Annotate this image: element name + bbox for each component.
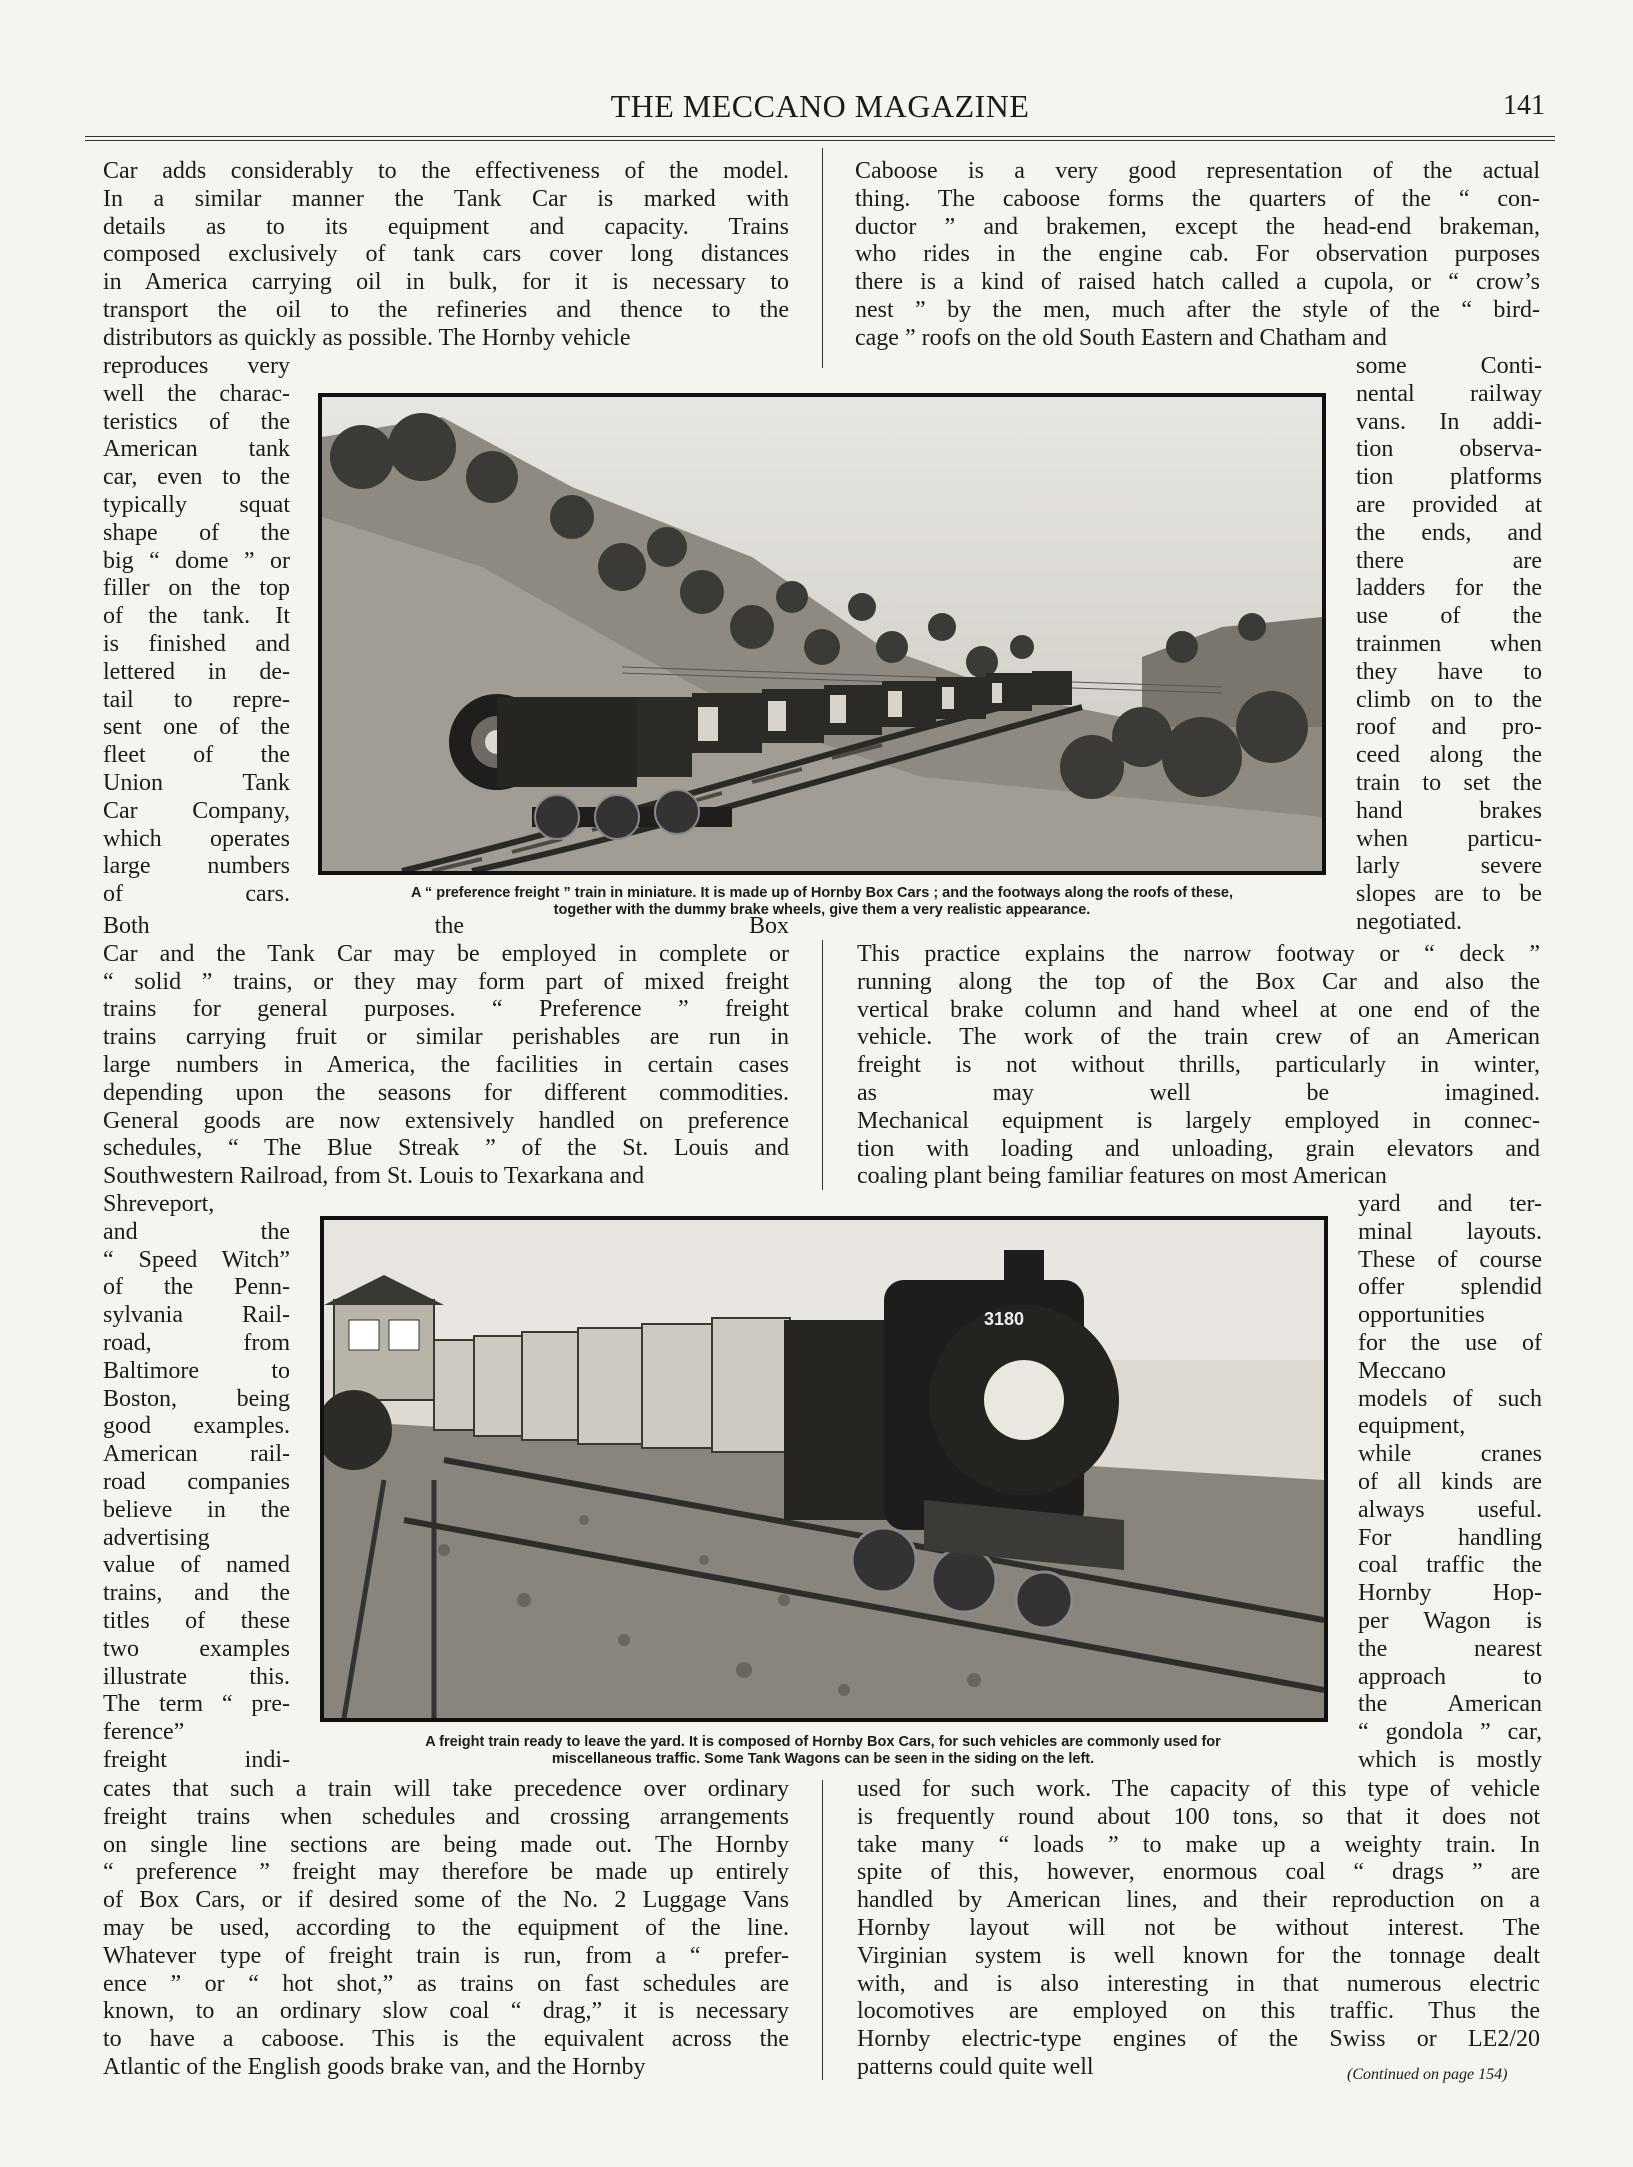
text-line: some Conti-: [1356, 353, 1542, 379]
column-divider-top: [822, 148, 823, 368]
text-line: advertising: [103, 1524, 210, 1551]
text-line: For handling: [1358, 1524, 1542, 1551]
text-line: there is a kind of raised hatch called a cupola, or “ crow’s: [855, 269, 1540, 296]
text-line: cates that such a train will take precedence over ordinary: [103, 1776, 789, 1802]
text-line: cage ” roofs on the old South Eastern and Chatham and: [855, 324, 1387, 351]
text-line: take many “ loads ” to make up a weighty train. In: [857, 1831, 1540, 1858]
text-line: value of named: [103, 1552, 290, 1579]
text-line: American rail-: [103, 1441, 290, 1468]
text-line: and the: [103, 1218, 290, 1245]
text-line: they have to: [1356, 658, 1542, 685]
text-line: Virginian system is well known for the tonnage dealt: [857, 1942, 1540, 1969]
photo-landscape-image: [322, 397, 1322, 871]
text-line: may be used, according to the equipment of the line.: [103, 1914, 789, 1941]
photo-preference-freight: [318, 393, 1326, 875]
text-line: known, to an ordinary slow coal “ drag,” it is necessary: [103, 1998, 789, 2025]
text-line: In a similar manner the Tank Car is marked with: [103, 185, 789, 212]
text-line: slopes are to be: [1356, 881, 1542, 908]
text-line: Hornby Hop-: [1358, 1580, 1542, 1607]
text-line: vertical brake column and hand wheel at one end of the: [857, 996, 1540, 1023]
text-line: well the charac-: [103, 380, 290, 407]
text-line: “ Speed Witch”: [103, 1246, 290, 1273]
text-line: shape of the: [103, 519, 290, 546]
right-bottom-text: [857, 1776, 1540, 2082]
text-line: Boston, being: [103, 1385, 290, 1412]
text-line: sent one of the: [103, 714, 290, 741]
text-line: the ends, and: [1356, 519, 1542, 546]
continued-note: (Continued on page 154): [1347, 2066, 1508, 2083]
text-line: tion with loading and unloading, grain elevators and: [857, 1135, 1540, 1162]
text-line: on single line sections are being made out. The Hornby: [103, 1831, 789, 1858]
text-line: composed exclusively of tank cars cover long distances: [103, 241, 789, 268]
header-rule-2: [85, 140, 1555, 141]
text-line: train to set the: [1356, 769, 1542, 796]
page-number: 141: [1503, 90, 1545, 121]
text-line: teristics of the: [103, 408, 290, 435]
text-line: yard and ter-: [1358, 1191, 1542, 1217]
text-line: opportunities: [1358, 1302, 1485, 1329]
text-line: ladders for the: [1356, 575, 1542, 602]
text-line: of the Penn-: [103, 1274, 290, 1301]
text-line: per Wagon is: [1358, 1607, 1542, 1634]
text-line: hand brakes: [1356, 797, 1542, 824]
text-line: ceed along the: [1356, 742, 1542, 769]
right-top-text: [855, 158, 1540, 353]
text-line: two examples: [103, 1635, 290, 1662]
text-line: Atlantic of the English goods brake van, and the Hornby: [103, 2053, 646, 2080]
text-line: This practice explains the narrow footway or “ deck ”: [857, 941, 1540, 967]
text-line: spite of this, however, enormous coal “ drags ” are: [857, 1859, 1540, 1886]
text-line: Mechanical equipment is largely employed in connec-: [857, 1107, 1540, 1134]
text-line: locomotives are employed on this traffic. Thus the: [857, 1998, 1540, 2025]
text-line: Shreveport,: [103, 1191, 215, 1217]
text-line: titles of these: [103, 1607, 290, 1634]
text-line: American tank: [103, 436, 290, 463]
text-line: lettered in de-: [103, 658, 290, 685]
text-line: is finished and: [103, 630, 290, 657]
text-line: of Box Cars, or if desired some of the No. 2 Luggage Vans: [103, 1887, 789, 1914]
text-line: These of course: [1358, 1246, 1542, 1273]
text-line: big “ dome ” or: [103, 547, 290, 574]
text-line: vans. In addi-: [1356, 408, 1542, 435]
text-line: to have a caboose. This is the equivalent across the: [103, 2026, 789, 2053]
text-line: with, and is also interesting in that numerous electric: [857, 1970, 1540, 1997]
text-line: trains carrying fruit or similar perishables are run in: [103, 1024, 789, 1051]
text-line: as may well be imagined.: [857, 1079, 1540, 1106]
text-line: distributors as quickly as possible. The Hornby vehicle: [103, 324, 631, 351]
text-line: of the tank. It: [103, 603, 290, 630]
text-line: “ preference ” freight may therefore be made up entirely: [103, 1859, 789, 1886]
text-line: Hornby electric-type engines of the Swiss or LE2/20: [857, 2026, 1540, 2053]
text-line: are provided at: [1356, 491, 1542, 518]
text-line: used for such work. The capacity of this type of vehicle: [857, 1776, 1540, 1802]
text-line: roof and pro-: [1356, 714, 1542, 741]
text-line: Southwestern Railroad, from St. Louis to Texarkana and: [103, 1163, 645, 1190]
text-line: Hornby layout will not be without interest. The: [857, 1914, 1540, 1941]
column-divider-middle: [822, 940, 823, 1190]
photo-train-image: [324, 1220, 1324, 1718]
text-line: Car and the Tank Car may be employed in complete or: [103, 940, 789, 967]
text-line: coal traffic the: [1358, 1552, 1542, 1579]
text-line: coaling plant being familiar features on most American: [857, 1163, 1387, 1190]
left-narrow-text-2: [103, 1191, 290, 1775]
text-line: large numbers: [103, 853, 290, 880]
header-rule: [85, 136, 1555, 137]
text-line: Both the Box: [103, 913, 789, 939]
column-divider-bottom: [822, 1780, 823, 2080]
page-header: [85, 80, 1555, 132]
text-line: vehicle. The work of the train crew of an American: [857, 1024, 1540, 1051]
text-line: good examples.: [103, 1413, 290, 1440]
text-line: thing. The caboose forms the quarters of the “ con-: [855, 185, 1540, 212]
text-line: the American: [1358, 1691, 1542, 1718]
text-line: filler on the top: [103, 575, 290, 602]
text-line: large numbers in America, the facilities in certain cases: [103, 1051, 789, 1078]
text-line: Baltimore to: [103, 1357, 290, 1384]
text-line: equipment,: [1358, 1413, 1466, 1440]
photo2-caption-line1: A freight train ready to leave the yard. It is composed of Hornby Box Cars, for such vehicles are commonly used for: [425, 1734, 1221, 1750]
text-line: which operates: [103, 825, 290, 852]
text-line: trains, and the: [103, 1580, 290, 1607]
left-top-text: [103, 158, 789, 353]
right-narrow-text-1: [1356, 353, 1542, 937]
text-line: Meccano: [1358, 1357, 1446, 1384]
right-middle-text: [857, 941, 1540, 1191]
text-line: Whatever type of freight train is run, from a “ prefer-: [103, 1942, 789, 1969]
text-line: depending upon the seasons for different commodities.: [103, 1079, 789, 1106]
photo-freight-yard: [320, 1216, 1328, 1722]
text-line: larly severe: [1356, 853, 1542, 880]
text-line: ductor ” and brakemen, except the head-end brakeman,: [855, 213, 1540, 240]
text-line: for the use of: [1358, 1329, 1542, 1356]
text-line: Car Company,: [103, 797, 290, 824]
text-line: nental railway: [1356, 380, 1542, 407]
text-line: fleet of the: [103, 742, 290, 769]
text-line: transport the oil to the refineries and thence to the: [103, 296, 789, 323]
text-line: tion platforms: [1356, 464, 1542, 491]
text-line: details as to its equipment and capacity. Trains: [103, 213, 789, 240]
text-line: models of such: [1358, 1385, 1542, 1412]
right-narrow-text-2: [1358, 1191, 1542, 1775]
engine-number: 3180: [984, 1309, 1025, 1329]
text-line: when particu-: [1356, 825, 1542, 852]
text-line: in America carrying oil in bulk, for it is necessary to: [103, 269, 789, 296]
text-line: there are: [1356, 547, 1542, 574]
text-line: is frequently round about 100 tons, so that it does not: [857, 1803, 1540, 1830]
text-line: car, even to the: [103, 464, 290, 491]
text-line: while cranes: [1358, 1441, 1542, 1468]
left-bottom-text: [103, 1776, 789, 2082]
text-line: freight trains when schedules and crossing arrangements: [103, 1803, 789, 1830]
text-line: which is mostly: [1358, 1746, 1542, 1773]
text-line: reproduces very: [103, 353, 290, 379]
text-line: ence ” or “ hot shot,” as trains on fast schedules are: [103, 1970, 789, 1997]
text-line: who rides in the engine cab. For observation purposes: [855, 241, 1540, 268]
text-line: tail to repre-: [103, 686, 290, 713]
text-line: Car adds considerably to the effectiveness of the model.: [103, 158, 789, 184]
text-line: freight is not without thrills, particularly in winter,: [857, 1052, 1540, 1079]
text-line: patterns could quite well: [857, 2053, 1094, 2080]
text-line: handled by American lines, and their reproduction on a: [857, 1887, 1540, 1914]
text-line: negotiated.: [1356, 908, 1462, 935]
text-line: tion observa-: [1356, 436, 1542, 463]
text-line: trainmen when: [1356, 630, 1542, 657]
text-line: climb on to the: [1356, 686, 1542, 713]
text-line: ference”: [103, 1719, 185, 1746]
text-line: the nearest: [1358, 1635, 1542, 1662]
text-line: “ solid ” trains, or they may form part of mixed freight: [103, 968, 789, 995]
text-line: believe in the: [103, 1496, 290, 1523]
text-line: offer splendid: [1358, 1274, 1542, 1301]
photo1-caption-line1: A “ preference freight ” train in miniature. It is made up of Hornby Box Cars ; and the footways along the roofs of these,: [410, 885, 1234, 901]
text-line: schedules, “ The Blue Streak ” of the St. Louis and: [103, 1135, 789, 1162]
text-line: road, from: [103, 1329, 290, 1356]
text-line: “ gondola ” car,: [1358, 1719, 1542, 1746]
text-line: typically squat: [103, 491, 290, 518]
photo2-caption: [318, 1734, 1328, 1768]
text-line: The term “ pre-: [103, 1691, 290, 1718]
text-line: illustrate this.: [103, 1663, 290, 1690]
text-line: always useful.: [1358, 1496, 1542, 1523]
photo1-caption-line2: together with the dummy brake wheels, give them a very realistic appearance.: [553, 902, 1091, 918]
photo2-caption-line2: miscellaneous traffic. Some Tank Wagons can be seen in the siding on the left.: [551, 1751, 1095, 1767]
text-line: nest ” by the men, much after the style of the “ bird-: [855, 296, 1540, 323]
text-line: approach to: [1358, 1663, 1542, 1690]
text-line: of cars.: [103, 881, 290, 908]
text-line: use of the: [1356, 603, 1542, 630]
text-line: sylvania Rail-: [103, 1302, 290, 1329]
text-line: freight indi-: [103, 1746, 290, 1773]
text-line: running along the top of the Box Car and also the: [857, 968, 1540, 995]
text-line: General goods are now extensively handled on preference: [103, 1107, 789, 1134]
text-line: Caboose is a very good representation of the actual: [855, 158, 1540, 184]
left-middle-text: [103, 913, 789, 1191]
left-narrow-text-1: [103, 353, 290, 909]
text-line: of all kinds are: [1358, 1468, 1542, 1495]
text-line: trains for general purposes. “ Preference ” freight: [103, 996, 789, 1023]
magazine-title: THE MECCANO MAGAZINE: [610, 88, 1030, 124]
text-line: minal layouts.: [1358, 1218, 1542, 1245]
text-line: Union Tank: [103, 769, 290, 796]
text-line: road companies: [103, 1468, 290, 1495]
